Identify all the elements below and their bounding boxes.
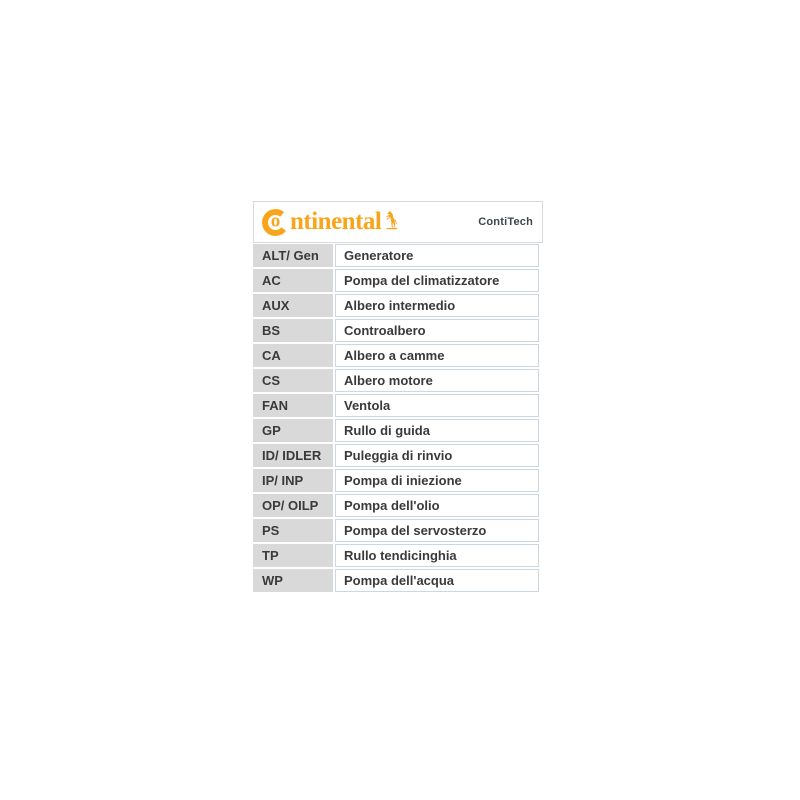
abbreviation-cell: AC [253, 269, 333, 292]
abbreviation-cell: OP/ OILP [253, 494, 333, 517]
description-cell: Pompa dell'acqua [335, 569, 539, 592]
legend-panel [253, 201, 543, 594]
legend-row [253, 494, 539, 517]
description-cell: Rullo tendicinghia [335, 544, 539, 567]
description-cell: Pompa dell'olio [335, 494, 539, 517]
abbreviation-cell: IP/ INP [253, 469, 333, 492]
legend-row [253, 469, 539, 492]
legend-row [253, 394, 539, 417]
legend-row [253, 294, 539, 317]
brand-header [253, 201, 543, 243]
abbreviation-cell: CS [253, 369, 333, 392]
abbreviation-cell: ID/ IDLER [253, 444, 333, 467]
description-cell: Ventola [335, 394, 539, 417]
legend-row [253, 344, 539, 367]
description-cell: Generatore [335, 244, 539, 267]
continental-c-icon [262, 209, 289, 236]
abbreviation-cell: TP [253, 544, 333, 567]
legend-row [253, 569, 539, 592]
contitech-label: ContiTech [478, 216, 533, 228]
abbreviation-cell: WP [253, 569, 333, 592]
abbreviation-legend-table [251, 242, 541, 594]
description-cell: Albero a camme [335, 344, 539, 367]
legend-row [253, 444, 539, 467]
description-cell: Puleggia di rinvio [335, 444, 539, 467]
legend-row [253, 419, 539, 442]
abbreviation-cell: AUX [253, 294, 333, 317]
abbreviation-cell: ALT/ Gen [253, 244, 333, 267]
description-cell: Albero intermedio [335, 294, 539, 317]
legend-row [253, 369, 539, 392]
wordmark-letter-o: o [270, 210, 281, 232]
description-cell: Rullo di guida [335, 419, 539, 442]
abbreviation-cell: GP [253, 419, 333, 442]
abbreviation-cell: PS [253, 519, 333, 542]
legend-row [253, 269, 539, 292]
description-cell: Pompa del climatizzatore [335, 269, 539, 292]
abbreviation-cell: BS [253, 319, 333, 342]
legend-row [253, 519, 539, 542]
continental-horse-icon [384, 210, 399, 230]
continental-logo [262, 209, 399, 236]
legend-table-body [253, 244, 539, 592]
description-cell: Pompa di iniezione [335, 469, 539, 492]
abbreviation-cell: FAN [253, 394, 333, 417]
description-cell: Albero motore [335, 369, 539, 392]
legend-row [253, 244, 539, 267]
continental-wordmark: ntinental [290, 207, 382, 235]
legend-row [253, 319, 539, 342]
description-cell: Controalbero [335, 319, 539, 342]
legend-row [253, 544, 539, 567]
description-cell: Pompa del servosterzo [335, 519, 539, 542]
abbreviation-cell: CA [253, 344, 333, 367]
